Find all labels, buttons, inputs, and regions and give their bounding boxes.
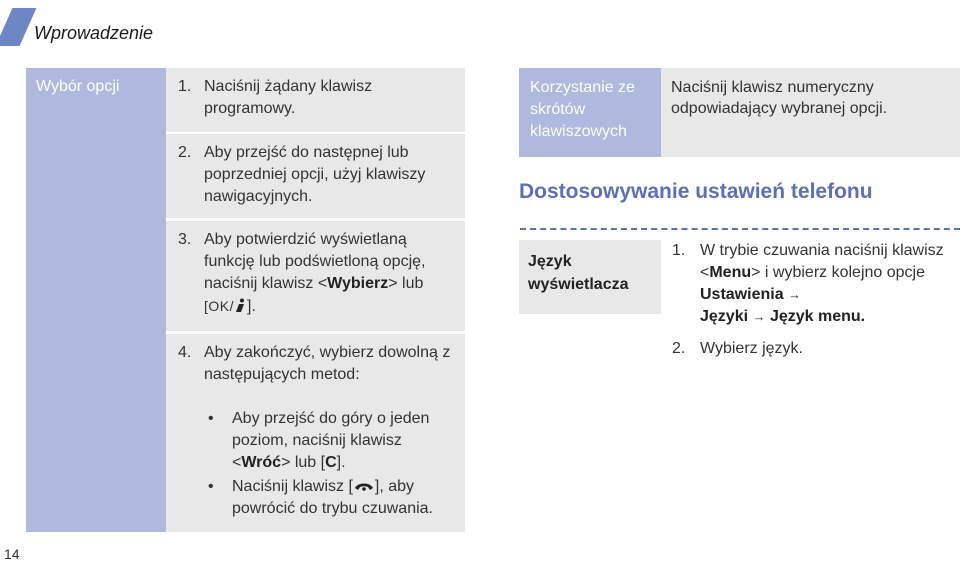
end-call-icon (353, 479, 375, 493)
step-text: Aby przejść do następnej lub poprzedniej opcji, użyj klawiszy nawigacyjnych. (204, 144, 426, 205)
option-selection-label: Wybór opcji (26, 68, 166, 532)
settings-option: Ustawienia (700, 286, 784, 303)
step-number: 2. (672, 340, 686, 357)
internet-key-icon (234, 298, 247, 313)
arrow-icon: → (752, 309, 766, 324)
step-1-cell (166, 68, 465, 132)
step-number: 1. (178, 78, 192, 95)
bullet-text: ], aby powrócić do trybu czuwania. (232, 478, 433, 517)
step-4-cell (166, 334, 465, 532)
step-text (700, 240, 960, 328)
bullet-text: > lub [ (281, 454, 326, 471)
shortcut-label: Korzystanie ze skrótów klawiszowych (519, 68, 661, 157)
step-text: Wybierz język. (700, 340, 803, 357)
step-number: 1. (672, 242, 686, 259)
bullet-text: ]. (336, 454, 346, 471)
bullet-dot: • (208, 410, 214, 427)
step-end: . (860, 308, 866, 325)
ok-key-close: ]. (247, 298, 256, 315)
section-title: Dostosowywanie ustawień telefonu (519, 180, 873, 203)
step-text: Naciśnij żądany klawisz programowy. (204, 78, 373, 117)
step-number: 2. (178, 144, 192, 161)
arrow-icon: → (788, 287, 802, 302)
back-key-label: Wróć (241, 454, 282, 471)
step-number: 3. (178, 231, 192, 248)
step-2-cell (166, 134, 465, 218)
bullet-text: Naciśnij klawisz [ (232, 478, 353, 495)
step-text-part: Aby potwierdzić wyświetlaną funkcję lub podświetloną opcję, naciśnij klawisz < (204, 231, 426, 292)
header-accent-mark (0, 8, 36, 46)
bullet-text: Aby przejść do góry o jeden poziom, naciśnij klawisz < (232, 410, 430, 471)
step-text (204, 229, 457, 318)
step-number: 4. (178, 344, 192, 361)
ok-key-label: [OK/ (204, 298, 235, 314)
header-title: Wprowadzenie (34, 23, 154, 43)
step-text-part: > lub (388, 275, 424, 292)
menu-language-option: Język menu (769, 308, 861, 325)
bullet-dot: • (208, 478, 214, 495)
step-text-part: W trybie czuwania naciśnij klawisz < (700, 242, 944, 281)
step-text-part: > i wybierz kolejno opcje (751, 264, 925, 281)
step-text: Aby zakończyć, wybierz dowolną z następujących metod: (204, 344, 451, 383)
bullet-back (208, 408, 461, 474)
menu-key-label: Menu (709, 264, 752, 281)
bullet-end-key (208, 476, 461, 520)
section-divider (520, 228, 960, 230)
step-3-cell (166, 221, 465, 331)
c-key-label: C (325, 454, 337, 471)
page-number: 14 (4, 546, 20, 562)
select-key-label: Wybierz (327, 275, 389, 292)
shortcut-text: Naciśnij klawisz numeryczny odpowiadający wybranej opcji. (661, 68, 960, 157)
languages-option: Języki (700, 308, 749, 325)
display-language-label: Język wyświetlacza (519, 240, 661, 314)
